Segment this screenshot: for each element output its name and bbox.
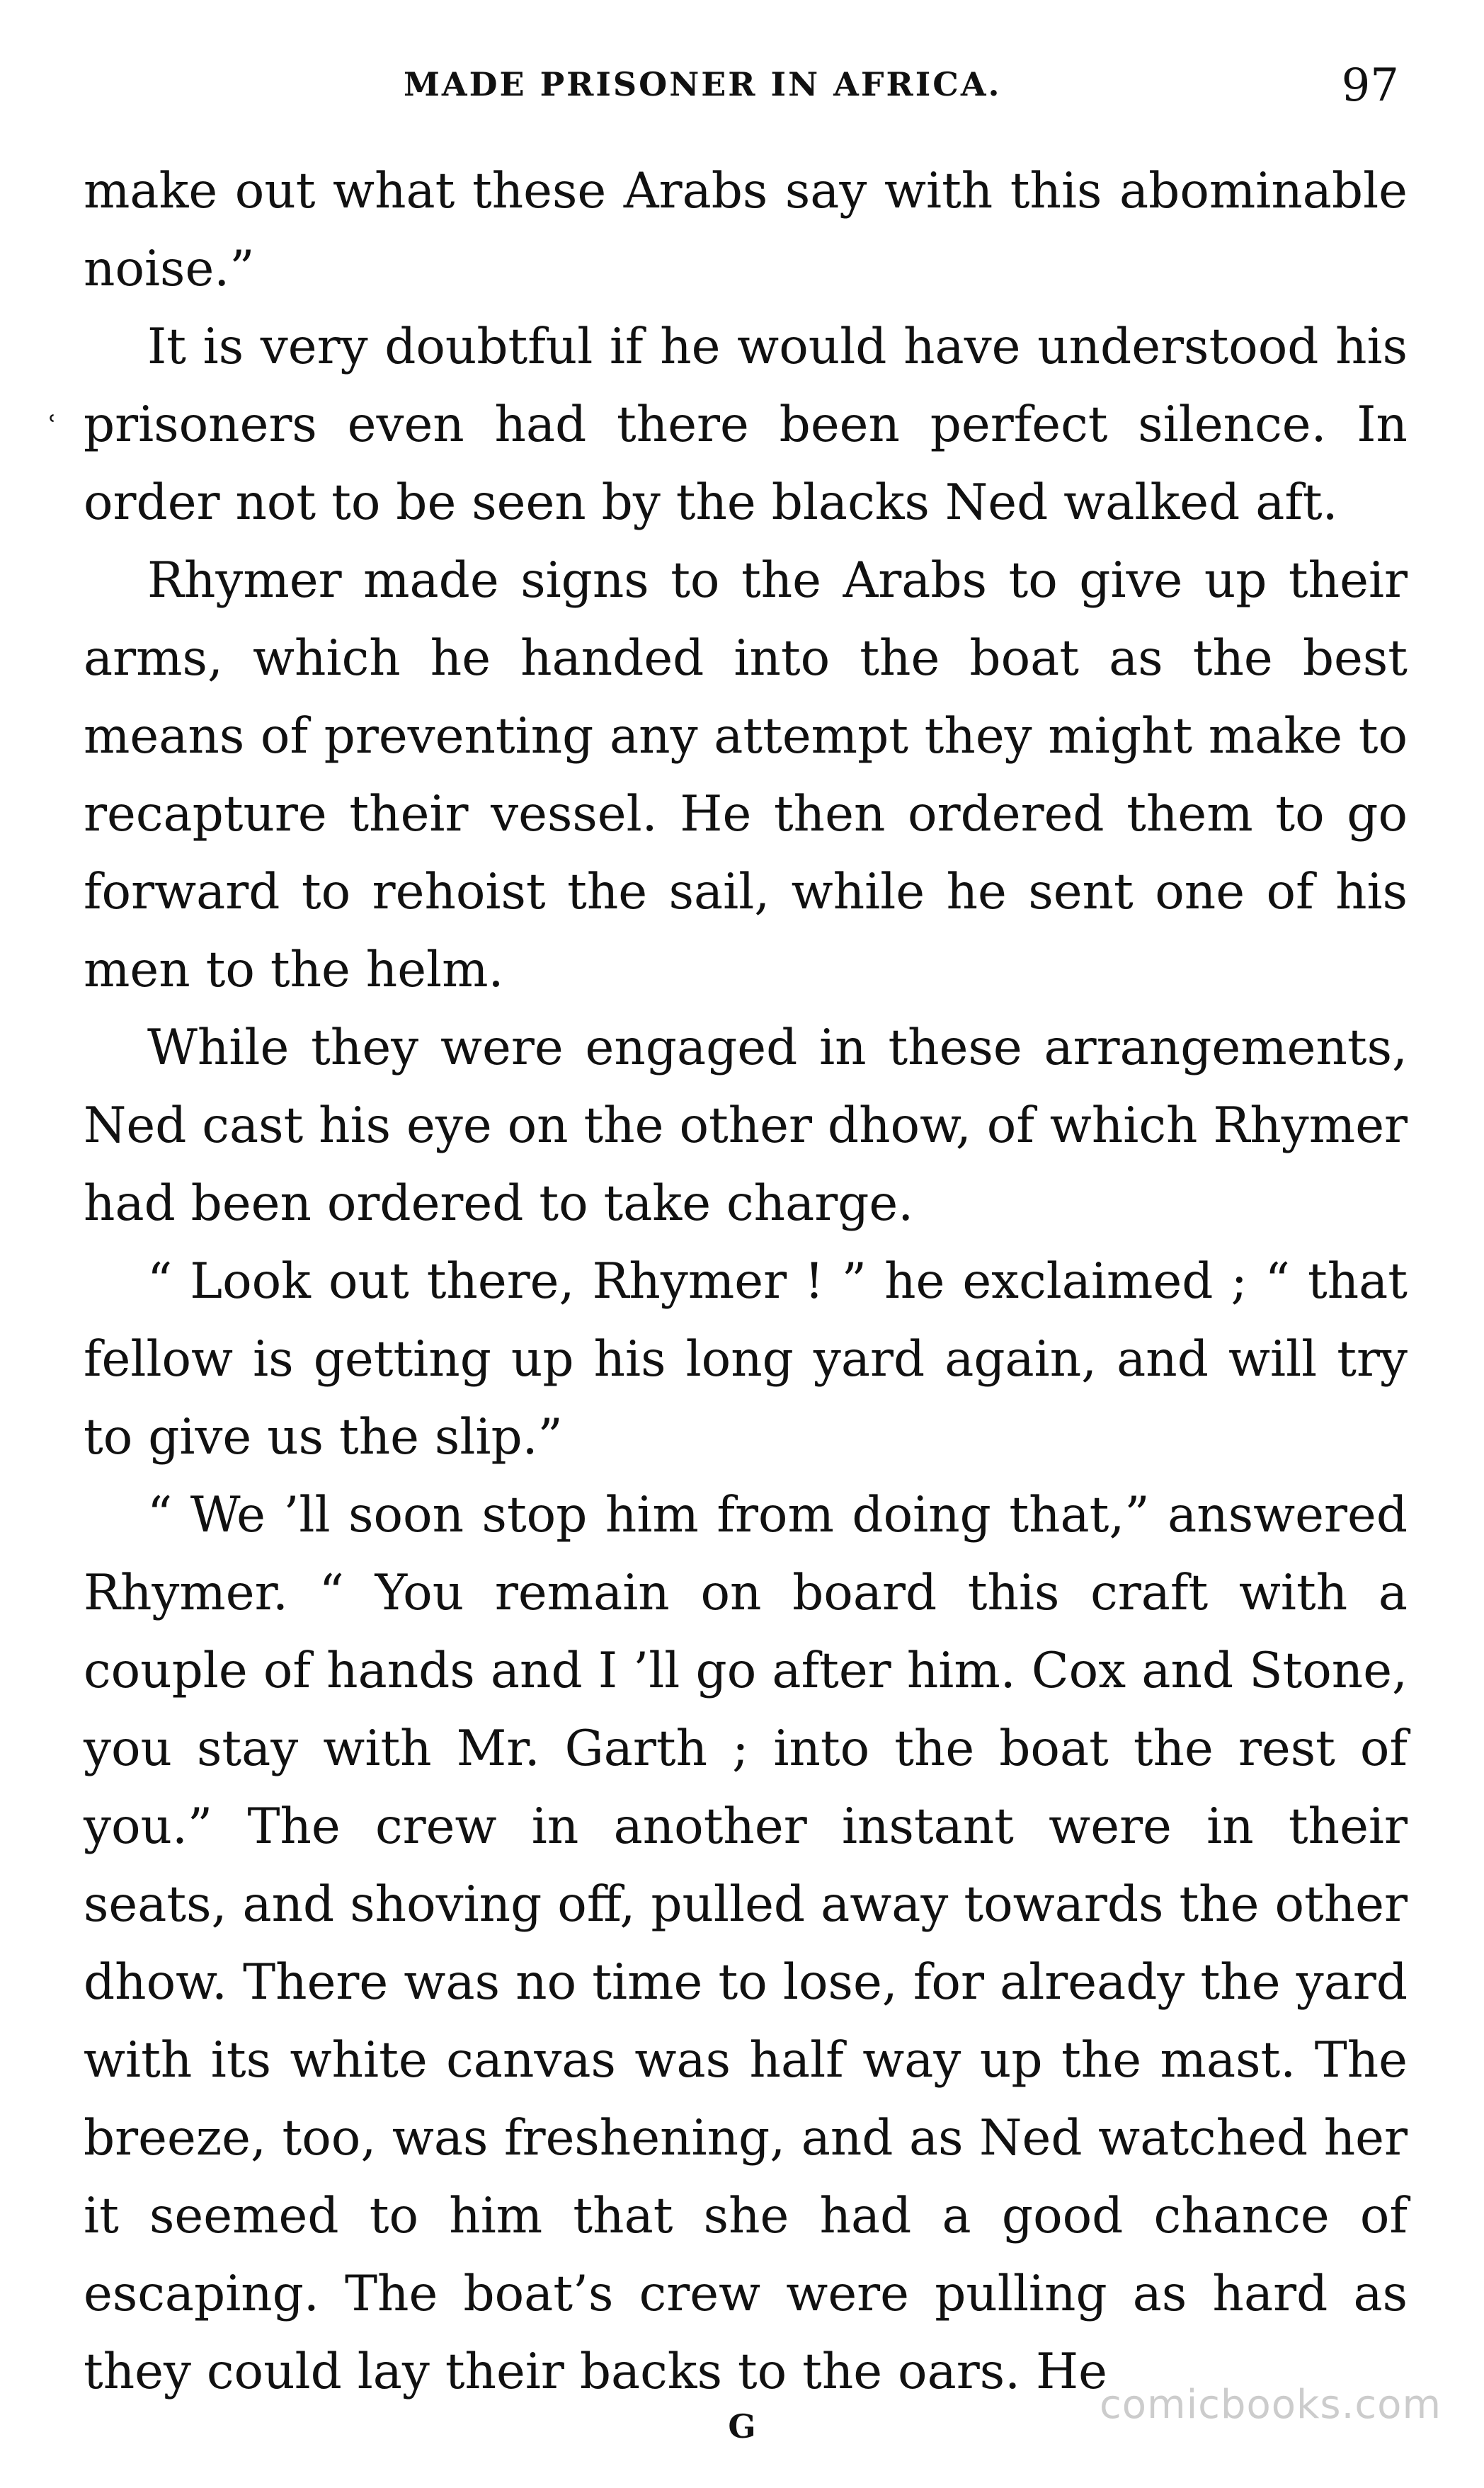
paragraph: Rhymer made signs to the Arabs to give up their arms, which he handed into the boat as the best means of preventing any attempt they might make to recapture their vessel. He then ordered them to go forward to rehoist the sail, while he sent one of his men to the helm. xyxy=(84,552,1408,998)
watermark: comicbooks.com xyxy=(1099,2382,1442,2428)
paragraph: “ We ’ll soon stop him from doing that,” answered Rhymer. “ You remain on board this craft with a couple of hands and I ’ll go after him. Cox and Stone, you stay with Mr. Garth ; into the boat the rest of you.” The crew in another instant were in their seats, and shoving off, pulled away towards the other dhow. There was no time to lose, for already the yard with its white canvas was half way up the mast. The breeze, too, was freshening, and as Ned watched her it seemed to him that she had a good chance of escaping. The boat’s crew were pulling as hard as they could lay their backs to the oars. He xyxy=(84,1487,1408,2400)
page-number: 97 xyxy=(1341,59,1399,112)
paragraph: While they were engaged in these arrangements, Ned cast his eye on the other dhow, of which Rhymer had been ordered to take charge. xyxy=(84,1020,1408,1232)
signature-mark: G xyxy=(728,2407,756,2446)
paragraph: It is very doubtful if he would have understood his prisoners even had there been perfect silence. In order not to be seen by the blacks Ned walked aft. xyxy=(84,319,1408,531)
paragraph: “ Look out there, Rhymer ! ” he exclaimed ; “ that fellow is getting up his long yard again, and will try to give us the slip.” xyxy=(84,1253,1408,1466)
paragraph-continued: make out what these Arabs say with this abominable noise.” xyxy=(84,163,1408,297)
margin-mark: ʿ xyxy=(48,411,57,443)
running-title: MADE PRISONER IN AFRICA. xyxy=(404,65,1002,103)
body-text xyxy=(84,152,1408,2411)
